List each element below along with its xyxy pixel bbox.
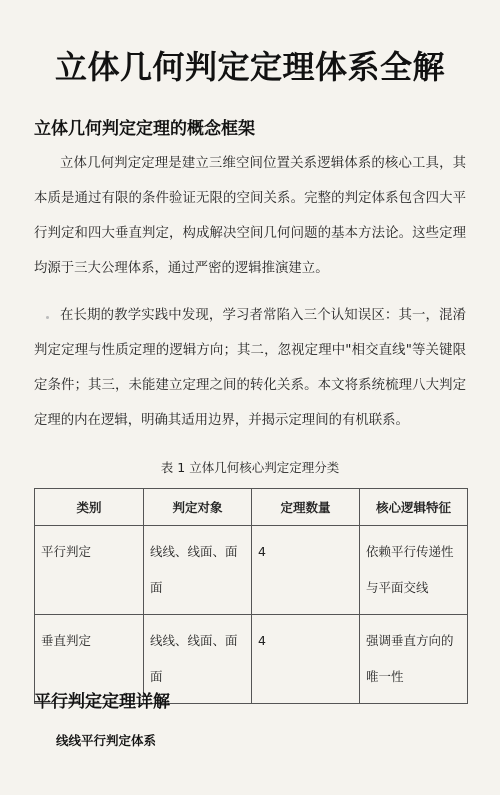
subsection-heading-line-parallel: 线线平行判定体系 <box>56 733 157 748</box>
theorem-classification-table <box>34 488 468 704</box>
table-header-row <box>35 489 468 526</box>
table-caption: 表 1 立体几何核心判定定理分类 <box>160 460 340 475</box>
header-target: 判定对象 <box>144 489 252 526</box>
table-row <box>35 526 468 615</box>
cell-count: 4 <box>252 526 360 615</box>
paragraph-intro: 立体几何判定定理是建立三维空间位置关系逻辑体系的核心工具，其本质是通过有限的条件验证无限的空间关系。完整的判定体系包含四大平行判定和四大垂直判定，构成解决空间几何问题的基本方法论。这些定理均源于三大公理体系，通过严密的逻辑推演建立。 <box>34 156 466 276</box>
cell-target: 线线、线面、面面 <box>144 526 252 615</box>
document-title: 立体几何判定定理体系全解 <box>54 48 445 86</box>
paragraph-misconceptions: 在长期的教学实践中发现，学习者常陷入三个认知误区：其一，混淆判定定理与性质定理的逻辑方向；其二，忽视定理中"相交直线"等关键限定条件；其三，未能建立定理之间的转化关系。本文将系统梳理八大判定定理的内在逻辑，明确其适用边界，并揭示定理间的有机联系。 <box>34 308 466 428</box>
header-logic: 核心逻辑特征 <box>360 489 468 526</box>
cell-logic: 依赖平行传递性与平面交线 <box>360 526 468 615</box>
section-heading-parallel: 平行判定定理详解 <box>34 692 170 712</box>
cell-target: 线线、线面、面面 <box>144 615 252 704</box>
cell-count: 4 <box>252 615 360 704</box>
cell-category: 平行判定 <box>35 526 144 615</box>
header-count: 定理数量 <box>252 489 360 526</box>
cell-category: 垂直判定 <box>35 615 144 704</box>
cell-logic: 强调垂直方向的唯一性 <box>360 615 468 704</box>
section-heading-concept-framework: 立体几何判定定理的概念框架 <box>34 119 255 139</box>
header-category: 类别 <box>35 489 144 526</box>
